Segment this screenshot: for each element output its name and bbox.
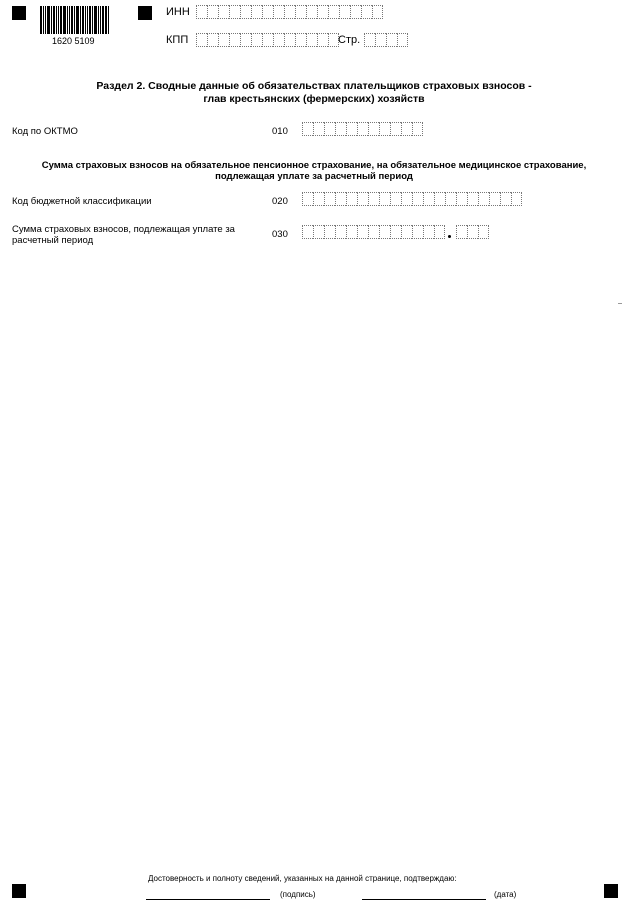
barcode-bar (102, 6, 104, 34)
input-cell[interactable] (434, 192, 445, 206)
corner-marker-top-left (12, 6, 26, 20)
input-cell[interactable] (251, 33, 262, 47)
input-cell[interactable] (218, 33, 229, 47)
date-label: (дата) (494, 890, 517, 899)
barcode-number: 1620 5109 (52, 36, 95, 46)
input-cell[interactable] (357, 122, 368, 136)
input-cell[interactable] (317, 33, 328, 47)
signature-label: (подпись) (280, 890, 316, 899)
input-cell[interactable] (335, 192, 346, 206)
input-cell[interactable] (467, 225, 478, 239)
barcode-bar (94, 6, 97, 34)
input-cell[interactable] (302, 122, 313, 136)
barcode-bar (69, 6, 70, 34)
oktmo-code: 010 (272, 126, 288, 137)
barcode-bar (74, 6, 75, 34)
kpp-label: КПП (166, 34, 189, 46)
input-cell[interactable] (364, 33, 375, 47)
corner-marker-bottom-right (604, 884, 618, 898)
subtitle-line1: Сумма страховых взносов на обязательное пенсионное страхование, на обязательное медицинское страхование, (41, 160, 587, 171)
input-cell[interactable] (335, 122, 346, 136)
kbk-field[interactable] (302, 192, 522, 206)
input-cell[interactable] (386, 33, 397, 47)
oktmo-field[interactable] (302, 122, 423, 136)
edge-mark (618, 303, 622, 304)
barcode-bar (80, 6, 81, 34)
input-cell[interactable] (313, 192, 324, 206)
barcode-bar (82, 6, 84, 34)
input-cell[interactable] (229, 33, 240, 47)
input-cell[interactable] (324, 192, 335, 206)
input-cell[interactable] (445, 192, 456, 206)
input-cell[interactable] (295, 33, 306, 47)
input-cell[interactable] (339, 5, 350, 19)
date-line[interactable] (362, 899, 486, 900)
barcode-bar (60, 6, 62, 34)
input-cell[interactable] (390, 122, 401, 136)
input-cell[interactable] (302, 225, 313, 239)
input-cell[interactable] (379, 192, 390, 206)
input-cell[interactable] (456, 225, 467, 239)
barcode-bar (40, 6, 42, 34)
barcode-bar (105, 6, 107, 34)
sum-kopecks-field[interactable] (456, 225, 489, 239)
input-cell[interactable] (313, 122, 324, 136)
input-cell[interactable] (379, 122, 390, 136)
input-cell[interactable] (401, 225, 412, 239)
input-cell[interactable] (324, 122, 335, 136)
input-cell[interactable] (346, 192, 357, 206)
page-label: Стр. (338, 34, 361, 46)
input-cell[interactable] (306, 33, 317, 47)
input-cell[interactable] (240, 5, 251, 19)
barcode-bar (92, 6, 93, 34)
confirm-text: Достоверность и полноту сведений, указанных на данной странице, подтверждаю: (148, 874, 457, 883)
input-cell[interactable] (434, 225, 445, 239)
input-cell[interactable] (350, 5, 361, 19)
input-cell[interactable] (317, 5, 328, 19)
barcode-bar (63, 6, 66, 34)
input-cell[interactable] (401, 122, 412, 136)
barcode-bar (58, 6, 59, 34)
input-cell[interactable] (262, 33, 273, 47)
input-cell[interactable] (368, 225, 379, 239)
sum-rubles-field[interactable] (302, 225, 445, 239)
sum-label-line2: расчетный период (12, 235, 94, 246)
input-cell[interactable] (302, 192, 313, 206)
inn-field[interactable] (196, 5, 383, 19)
input-cell[interactable] (313, 225, 324, 239)
input-cell[interactable] (196, 5, 207, 19)
barcode-bar (108, 6, 109, 34)
decimal-point (448, 235, 451, 238)
barcode-bar (98, 6, 99, 34)
section-title-line1: Раздел 2. Сводные данные об обязательствах плательщиков страховых взносов - (96, 80, 532, 92)
input-cell[interactable] (467, 192, 478, 206)
barcode-bar (47, 6, 50, 34)
signature-line[interactable] (146, 899, 270, 900)
barcode-bar (87, 6, 88, 34)
input-cell[interactable] (478, 192, 489, 206)
input-cell[interactable] (335, 225, 346, 239)
subtitle-line2: подлежащая уплате за расчетный период (215, 171, 413, 182)
input-cell[interactable] (295, 5, 306, 19)
input-cell[interactable] (401, 192, 412, 206)
barcode-bar (100, 6, 101, 34)
sum-label-line1: Сумма страховых взносов, подлежащая уплате за (12, 224, 235, 235)
inn-label: ИНН (166, 6, 190, 18)
barcode-bar (89, 6, 91, 34)
barcode-bar (67, 6, 68, 34)
input-cell[interactable] (218, 5, 229, 19)
input-cell[interactable] (284, 33, 295, 47)
input-cell[interactable] (511, 192, 522, 206)
input-cell[interactable] (207, 5, 218, 19)
input-cell[interactable] (456, 192, 467, 206)
barcode-bar (56, 6, 57, 34)
input-cell[interactable] (423, 225, 434, 239)
input-cell[interactable] (397, 33, 408, 47)
input-cell[interactable] (273, 5, 284, 19)
corner-marker-bottom-left (12, 884, 26, 898)
input-cell[interactable] (324, 225, 335, 239)
corner-marker-top-middle (138, 6, 152, 20)
input-cell[interactable] (390, 192, 401, 206)
input-cell[interactable] (412, 192, 423, 206)
barcode-bar (53, 6, 55, 34)
barcode-bar (85, 6, 86, 34)
input-cell[interactable] (262, 5, 273, 19)
input-cell[interactable] (390, 225, 401, 239)
input-cell[interactable] (328, 5, 339, 19)
barcode-bar (43, 6, 44, 34)
barcode-bar (76, 6, 79, 34)
input-cell[interactable] (375, 33, 386, 47)
input-cell[interactable] (273, 33, 284, 47)
input-cell[interactable] (346, 225, 357, 239)
kpp-field[interactable] (196, 33, 339, 47)
input-cell[interactable] (423, 192, 434, 206)
input-cell[interactable] (379, 225, 390, 239)
input-cell[interactable] (207, 33, 218, 47)
barcode-bar (45, 6, 46, 34)
barcode (40, 6, 126, 34)
input-cell[interactable] (357, 225, 368, 239)
input-cell[interactable] (372, 5, 383, 19)
input-cell[interactable] (368, 122, 379, 136)
input-cell[interactable] (489, 192, 500, 206)
input-cell[interactable] (412, 225, 423, 239)
input-cell[interactable] (306, 5, 317, 19)
kbk-code: 020 (272, 196, 288, 207)
input-cell[interactable] (361, 5, 372, 19)
barcode-bar (51, 6, 52, 34)
input-cell[interactable] (196, 33, 207, 47)
input-cell[interactable] (500, 192, 511, 206)
input-cell[interactable] (412, 122, 423, 136)
kbk-label: Код бюджетной классификации (12, 196, 152, 207)
input-cell[interactable] (229, 5, 240, 19)
barcode-bar (71, 6, 73, 34)
input-cell[interactable] (240, 33, 251, 47)
input-cell[interactable] (368, 192, 379, 206)
sum-code: 030 (272, 229, 288, 240)
page-number-field[interactable] (364, 33, 408, 47)
input-cell[interactable] (251, 5, 262, 19)
oktmo-label: Код по ОКТМО (12, 126, 78, 137)
section-title-line2: глав крестьянских (фермерских) хозяйств (203, 93, 425, 105)
input-cell[interactable] (284, 5, 295, 19)
input-cell[interactable] (346, 122, 357, 136)
input-cell[interactable] (478, 225, 489, 239)
input-cell[interactable] (357, 192, 368, 206)
